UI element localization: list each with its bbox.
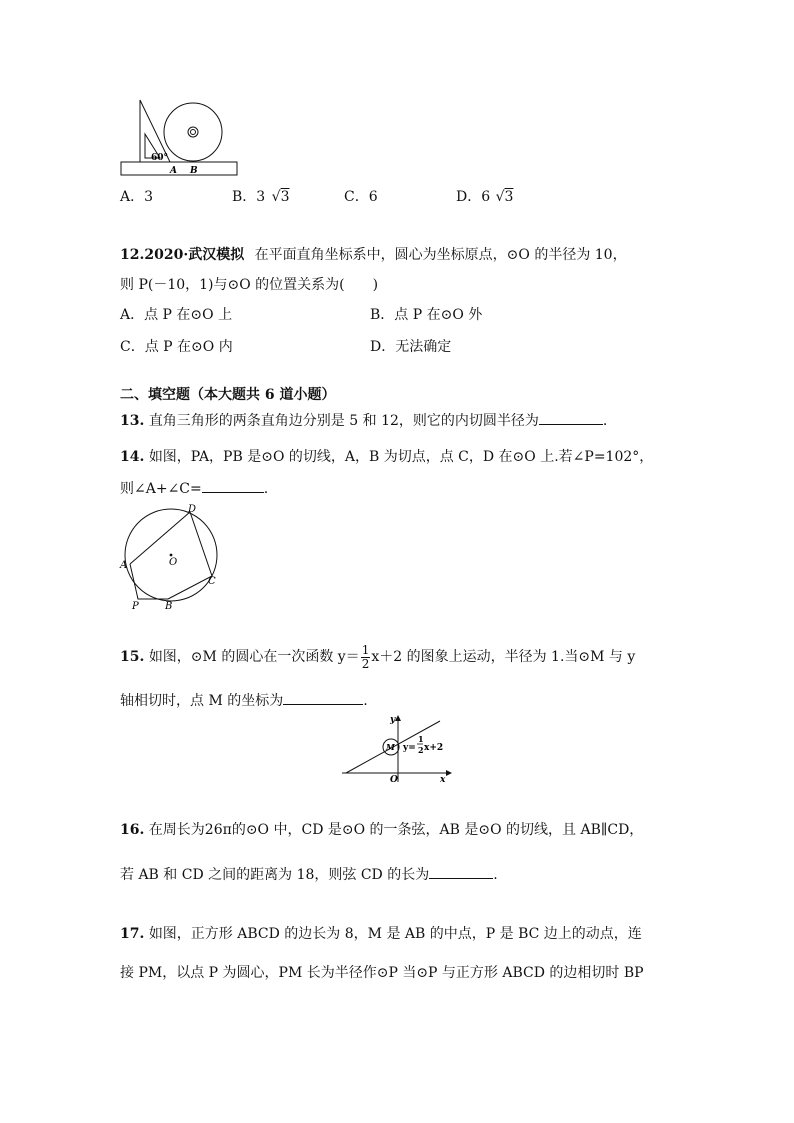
fig15-eq-post: x+2 — [424, 743, 444, 753]
fig14-label-b: B — [165, 601, 173, 612]
q12-option-a: A．点 P 在⊙O 上 — [120, 307, 233, 323]
q15-text-2: x＋2 的图象上运动，半径为 1.当⊙M 与 y — [371, 649, 636, 665]
q16-text-2: 若 AB 和 CD 之间的距离为 18，则弦 CD 的长为 — [120, 867, 430, 883]
q14-number: 14. — [120, 449, 145, 465]
q13-number: 13. — [120, 413, 145, 429]
q16-end: . — [493, 867, 498, 883]
q14-text-1: 如图，PA，PB 是⊙O 的切线，A，B 为切点，点 C，D 在⊙O 上.若∠P=102°， — [148, 449, 654, 465]
q17-number: 17. — [120, 926, 145, 942]
fig15-label-o: O — [390, 775, 398, 784]
q15-line2 — [120, 690, 368, 710]
q15-line1 — [120, 640, 635, 674]
figure-linear-function — [340, 712, 454, 784]
q16-line1 — [120, 821, 643, 839]
q14-answer-blank[interactable] — [202, 478, 264, 493]
fig15-label-y-axis: y — [390, 715, 396, 725]
q15-number: 15. — [120, 649, 145, 665]
q11-option-a: A．3 — [120, 189, 154, 205]
q12-stem-2: 则 P(－10，1)与⊙O 的位置关系为( ) — [120, 277, 379, 293]
q11-option-b — [232, 188, 290, 206]
q11-option-d — [456, 188, 513, 206]
fig14-label-d: D — [188, 504, 197, 515]
section-2-title: 二、填空题（本大题共 6 道小题） — [120, 387, 336, 403]
q13-text: 直角三角形的两条直角边分别是 5 和 12，则它的内切圆半径为 — [148, 413, 539, 429]
q11-option-c: C．6 — [344, 189, 378, 205]
fig15-eq-num: 1 — [418, 734, 424, 744]
q14-line1 — [120, 448, 653, 466]
q15-answer-blank[interactable] — [283, 690, 363, 705]
q15-fraction — [361, 644, 371, 671]
q12-option-d: D．无法确定 — [370, 339, 452, 355]
fig15-label-m: M — [386, 742, 395, 752]
fig11-label-b: B — [190, 166, 198, 176]
sqrt3-symbol: √3 — [271, 189, 290, 205]
q15-end: . — [363, 693, 368, 709]
fig14-label-p: P — [132, 601, 139, 612]
q12-option-b: B．点 P 在⊙O 外 — [370, 307, 483, 323]
q15-text-3: 轴相切时，点 M 的坐标为 — [120, 693, 284, 709]
q15-fraction-num: 1 — [361, 642, 370, 657]
q12-source: 2020·武汉模拟 — [144, 247, 245, 263]
q16-answer-blank[interactable] — [429, 864, 493, 879]
q13-answer-blank[interactable] — [539, 410, 603, 425]
q12-number: 12. — [120, 247, 145, 263]
q13-line — [120, 410, 607, 430]
q13-end: . — [602, 413, 608, 429]
fig11-label-a: A — [170, 166, 177, 176]
q16-text-1: 在周长为26π的⊙O 中，CD 是⊙O 的一条弦，AB 是⊙O 的切线，且 AB∥CD， — [148, 822, 644, 838]
q16-line2 — [120, 864, 498, 884]
figure-circle-tangents — [116, 502, 226, 614]
fig15-eq-den: 2 — [418, 745, 424, 755]
fig15-eq-pre: y= — [403, 743, 416, 753]
sqrt3-symbol: √3 — [495, 189, 514, 205]
q17-line2: 接 PM，以点 P 为圆心，PM 长为半径作⊙P 当⊙P 与正方形 ABCD 的边相切时 BP — [120, 965, 644, 981]
fig15-label-x-axis: x — [440, 775, 446, 784]
q14-text-2: 则∠A+∠C= — [120, 481, 202, 497]
q14-end: . — [263, 481, 269, 497]
q12-line1 — [120, 246, 627, 264]
q15-text-1: 如图，⊙M 的圆心在一次函数 y＝ — [148, 649, 360, 665]
q11-option-d-text: D．6 — [456, 189, 491, 205]
q14-line2 — [120, 478, 268, 498]
q16-number: 16. — [120, 822, 145, 838]
q11-option-b-text: B．3 — [232, 189, 266, 205]
q15-fraction-den: 2 — [361, 656, 370, 671]
figure-ruler-disc — [118, 96, 242, 178]
fig11-angle-label: 60° — [151, 153, 169, 163]
q17-line1 — [120, 925, 642, 943]
q12-stem-1: 在平面直角坐标系中，圆心为坐标原点，⊙O 的半径为 10， — [254, 247, 627, 263]
q17-text-1: 如图，正方形 ABCD 的边长为 8，M 是 AB 的中点，P 是 BC 边上的动点，连 — [148, 926, 642, 942]
fig14-label-o: O — [169, 557, 178, 568]
fig14-label-a: A — [120, 560, 128, 571]
q12-option-c: C．点 P 在⊙O 内 — [120, 339, 233, 355]
fig14-label-c: C — [208, 576, 216, 587]
